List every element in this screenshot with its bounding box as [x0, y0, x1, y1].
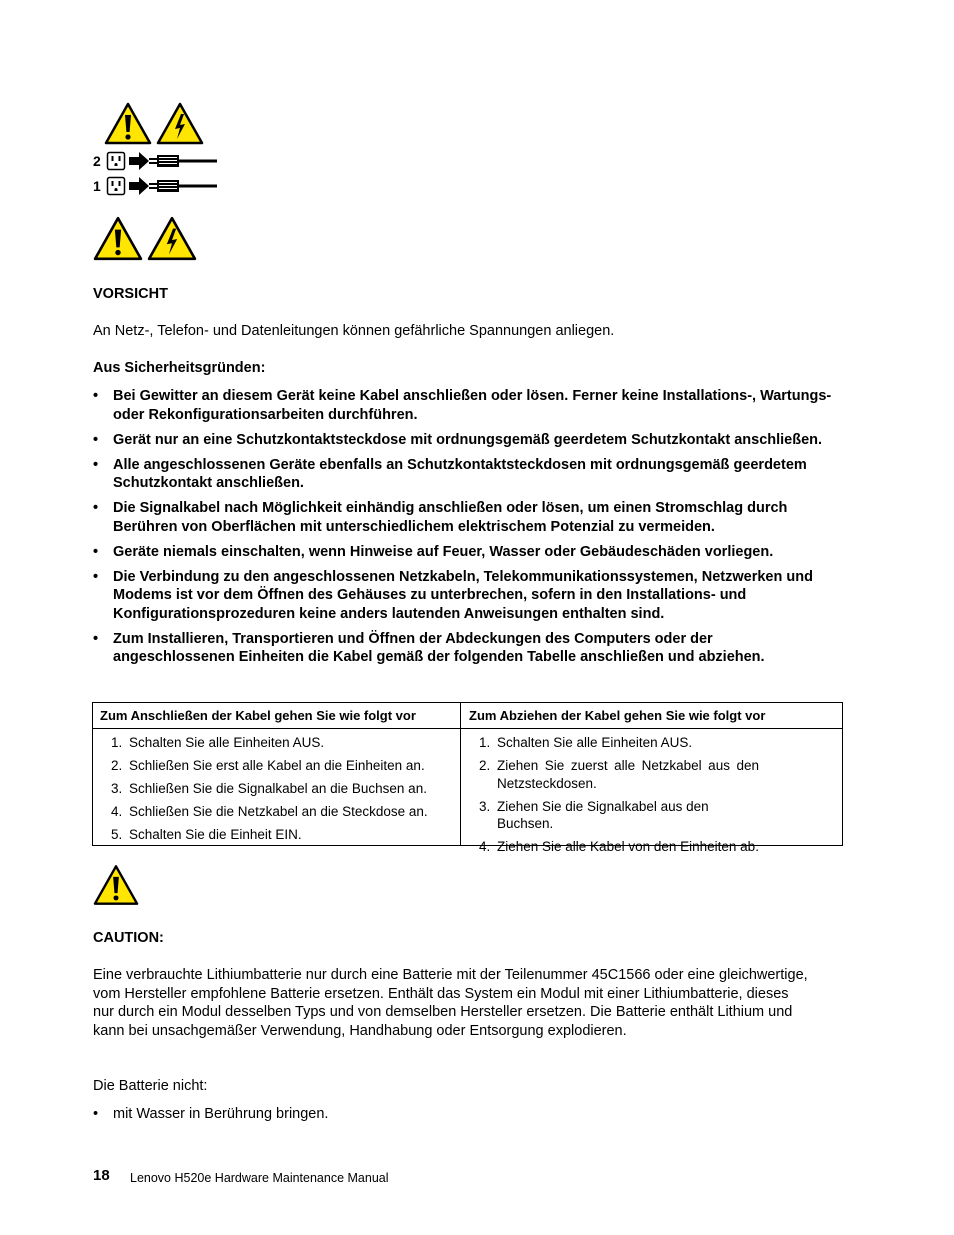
cable-table: [92, 702, 843, 854]
table-header-rule: [93, 728, 842, 729]
list-item: • Zum Installieren, Transportieren und Öffnen der Abdeckungen des Computers oder der angeschlossenen Einheiten die Kabel gemäß der folgenden Tabelle anschließen und abziehen.: [93, 630, 765, 665]
warning-triangle-icon: [104, 102, 152, 145]
table-row: 4. Ziehen Sie alle Kabel von den Einheiten ab.: [479, 839, 759, 854]
electrical-hazard-icon: [147, 216, 197, 261]
caution-list: [93, 1105, 793, 1130]
caution-heading: CAUTION:: [93, 930, 164, 946]
page-number: 18: [93, 1167, 110, 1184]
table-row: 2. Schließen Sie erst alle Kabel an die Einheiten an.: [111, 758, 425, 773]
list-item: • Geräte niemals einschalten, wenn Hinweise auf Feuer, Wasser oder Gebäudeschäden vorliegen.: [93, 543, 774, 560]
caution-paragraph: Eine verbrauchte Lithiumbatterie nur durch eine Batterie mit der Teilenummer 45C1566 oder eine gleichwertige, vom Hersteller empfohlene Batterie ersetzen. Enthält das System ein Modul mit einer Lithiumbatterie, dieses nur durch ein Modul desselben Typs und von demselben Hersteller ersetzen. Die Batterie enthält Lithium und kann bei unsachgemäßer Verwendung, Handhabung oder Entsorgung explodieren.: [93, 967, 808, 1039]
arrow-right-icon: [129, 177, 149, 195]
plug-label-1: 1: [93, 178, 101, 194]
warning-triangle-icon: [93, 864, 139, 906]
table-row: 1. Schalten Sie alle Einheiten AUS.: [111, 735, 325, 750]
plug-diagram: [92, 150, 222, 198]
electrical-hazard-icon: [156, 102, 204, 145]
list-item: • Die Signalkabel nach Möglichkeit einhändig anschließen oder lösen, um einen Stromschlag durch Berühren von Oberflächen mit unterschiedlichem elektrischem Potenzial zu vermeiden.: [93, 500, 788, 535]
safety-heading: Aus Sicherheitsgründen:: [93, 360, 266, 376]
danger-intro: An Netz-, Telefon- und Datenleitungen können gefährliche Spannungen anliegen.: [93, 323, 615, 339]
table-row: 1. Schalten Sie alle Einheiten AUS.: [479, 735, 693, 750]
disconnect-steps: [479, 734, 759, 861]
table-row: 5. Schalten Sie die Einheit EIN.: [111, 827, 302, 842]
list-item: • Gerät nur an eine Schutzkontaktsteckdose mit ordnungsgemäß geerdetem Schutzkontakt anschließen.: [93, 431, 823, 448]
safety-list: [93, 387, 838, 673]
warning-triangle-icon: [93, 216, 143, 261]
plug-label-2: 2: [93, 153, 101, 169]
list-item: • Die Verbindung zu den angeschlossenen Netzkabeln, Telekommunikationssystemen, Netzwerken und Modems ist vor dem Öffnen des Gehäuses zu unterbrechen, sofern in den Installations- und Konfigurationsprozeduren keine anders lautenden Anweisungen enthalten sind.: [93, 568, 813, 622]
power-outlet-icon: [106, 151, 126, 171]
table-row: 3. Schließen Sie die Signalkabel an die Buchsen an.: [111, 781, 427, 796]
connect-header: Zum Anschließen der Kabel gehen Sie wie folgt vor: [100, 708, 416, 723]
table-row: 4. Schließen Sie die Netzkabel an die Steckdose an.: [111, 804, 428, 819]
disconnect-header: Zum Abziehen der Kabel gehen Sie wie folgt vor: [469, 708, 766, 723]
power-outlet-icon: [106, 176, 126, 196]
power-cord-icon: [149, 179, 217, 193]
connect-steps: [111, 734, 451, 849]
list-item: • mit Wasser in Berührung bringen.: [93, 1106, 329, 1122]
table-row: 2. Ziehen Sie zuerst alle Netzkabel aus den Netzsteckdosen.: [479, 758, 759, 791]
table-divider: [460, 703, 461, 845]
arrow-right-icon: [129, 152, 149, 170]
table-row: 3. Ziehen Sie die Signalkabel aus den Buchsen.: [479, 798, 709, 831]
power-cord-icon: [149, 154, 217, 168]
caution-lead: Die Batterie nicht:: [93, 1078, 208, 1094]
danger-heading: VORSICHT: [93, 286, 168, 302]
list-item: • Alle angeschlossenen Geräte ebenfalls an Schutzkontaktsteckdosen mit ordnungsgemäß geerdetem Schutzkontakt anschließen.: [93, 456, 807, 491]
footer-title: Lenovo H520e Hardware Maintenance Manual: [130, 1171, 389, 1185]
list-item: • Bei Gewitter an diesem Gerät keine Kabel anschließen oder lösen. Ferner keine Installations-, Wartungs- oder Rekonfigurationsarbeiten durchführen.: [93, 388, 832, 423]
